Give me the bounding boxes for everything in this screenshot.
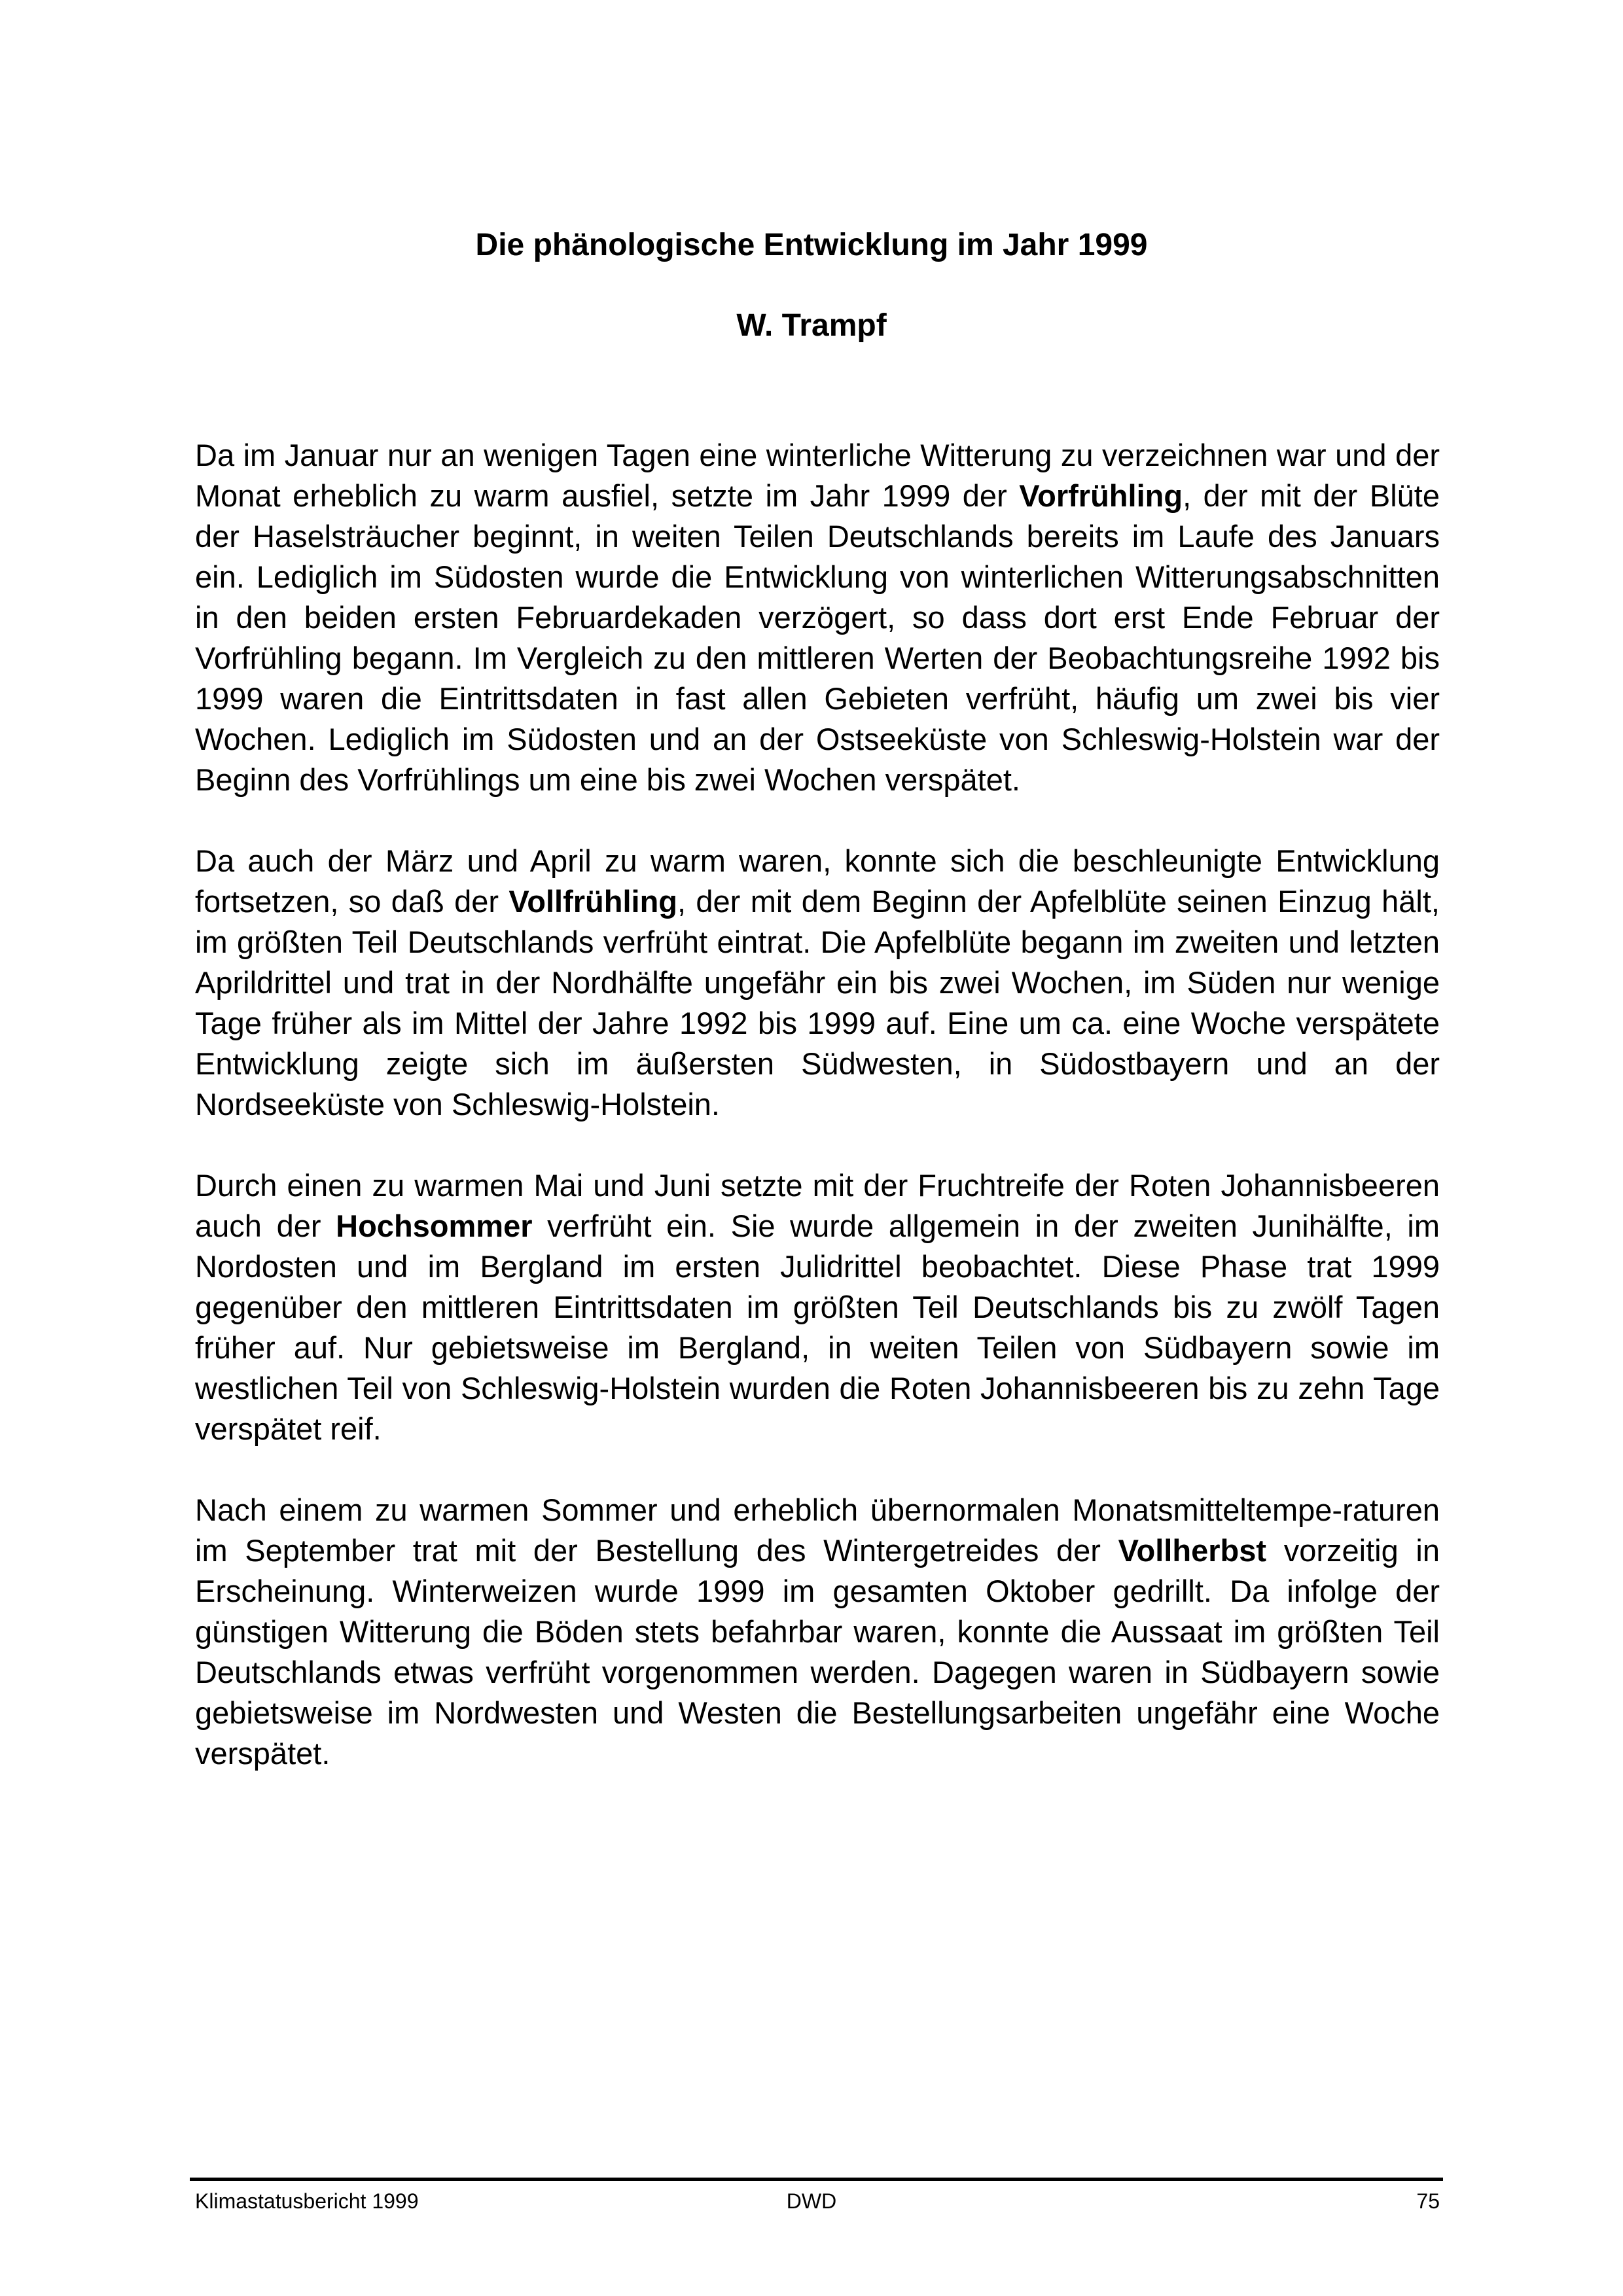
paragraph-text: vorzeitig in Erscheinung. Winterweizen wurde 1999 im gesamten Oktober gedrillt. Da infolge der günstigen Witterung die Böden stets befahrbar waren, konnte die Aussaat im größten Teil Deutschlands etwas verfrüht vorgenommen werden. Dagegen waren in Südbayern sowie gebietsweise im Nordwesten und Westen die Bestellungsarbeiten ungefähr eine Woche verspätet. (195, 1533, 1440, 1771)
paragraph-text: Nach einem zu warmen Sommer und erheblich übernormalen Monatsmitteltempe-raturen im September trat mit der Bestellung des Wintergetreides der (195, 1492, 1440, 1568)
article-body (195, 435, 1440, 1814)
paragraph-vollfruehling (195, 841, 1440, 1125)
page-number: 75 (1416, 2189, 1440, 2213)
phase-term-vollfruehling: Vollfrühling (508, 884, 677, 919)
paragraph-text: Da im Januar nur an wenigen Tagen eine winterliche Witterung zu verzeichnen war und der Monat erheblich zu warm ausfiel, setzte im Jahr 1999 der (195, 438, 1440, 513)
footer-divider (190, 2178, 1443, 2181)
page-title: Die phänologische Entwicklung im Jahr 1999 (475, 228, 1148, 262)
phase-term-hochsommer: Hochsommer (336, 1209, 533, 1243)
paragraph-text: Da auch der März und April zu warm waren, konnte sich die beschleunigte Entwicklung fortsetzen, so daß der (195, 843, 1440, 919)
footer-publisher: DWD (786, 2189, 837, 2213)
paragraph-hochsommer (195, 1165, 1440, 1449)
paragraph-text: , der mit der Blüte der Haselsträucher beginnt, in weiten Teilen Deutschlands bereits im Laufe des Januars ein. Lediglich im Südosten wurde die Entwicklung von winterlichen Witterungsabschnitten in den beiden ersten Februardekaden verzögert, so dass dort erst Ende Februar der Vorfrühling begann. Im Vergleich zu den mittleren Werten der Beobachtungsreihe 1992 bis 1999 waren die Eintrittsdaten in fast allen Gebieten verfrüht, häufig um zwei bis vier Wochen. Lediglich im Südosten und an der Ostseeküste von Schleswig-Holstein war der Beginn des Vorfrühlings um eine bis zwei Wochen verspätet. (195, 478, 1440, 797)
paragraph-text: , der mit dem Beginn der Apfelblüte seinen Einzug hält, im größten Teil Deutschlands verfrüht eintrat. Die Apfelblüte begann im zweiten und letzten Aprildrittel und trat in der Nordhälfte ungefähr ein bis zwei Wochen, im Süden nur wenige Tage früher als im Mittel der Jahre 1992 bis 1999 auf. Eine um ca. eine Woche verspätete Entwicklung zeigte sich im äußersten Südwesten, in Südostbayern und an der Nordseeküste von Schleswig-Holstein. (195, 884, 1440, 1122)
phase-term-vollherbst: Vollherbst (1118, 1533, 1266, 1568)
author-name: W. Trampf (736, 308, 887, 343)
phase-term-vorfruehling: Vorfrühling (1019, 478, 1183, 513)
footer-publication: Klimastatusbericht 1999 (195, 2189, 419, 2213)
paragraph-text: Durch einen zu warmen Mai und Juni setzte mit der Fruchtreife der Roten Johannisbeeren auch der (195, 1168, 1440, 1243)
paragraph-text: verfrüht ein. Sie wurde allgemein in der zweiten Junihälfte, im Nordosten und im Bergland im ersten Julidrittel beobachtet. Diese Phase trat 1999 gegenüber den mittleren Eintrittsdaten im größten Teil Deutschlands bis zu zwölf Tagen früher auf. Nur gebietsweise im Bergland, in weiten Teilen von Südbayern sowie im westlichen Teil von Schleswig-Holstein wurden die Roten Johannisbeeren bis zu zehn Tage verspätet reif. (195, 1209, 1440, 1446)
paragraph-vorfruehling (195, 435, 1440, 800)
paragraph-vollherbst (195, 1490, 1440, 1774)
